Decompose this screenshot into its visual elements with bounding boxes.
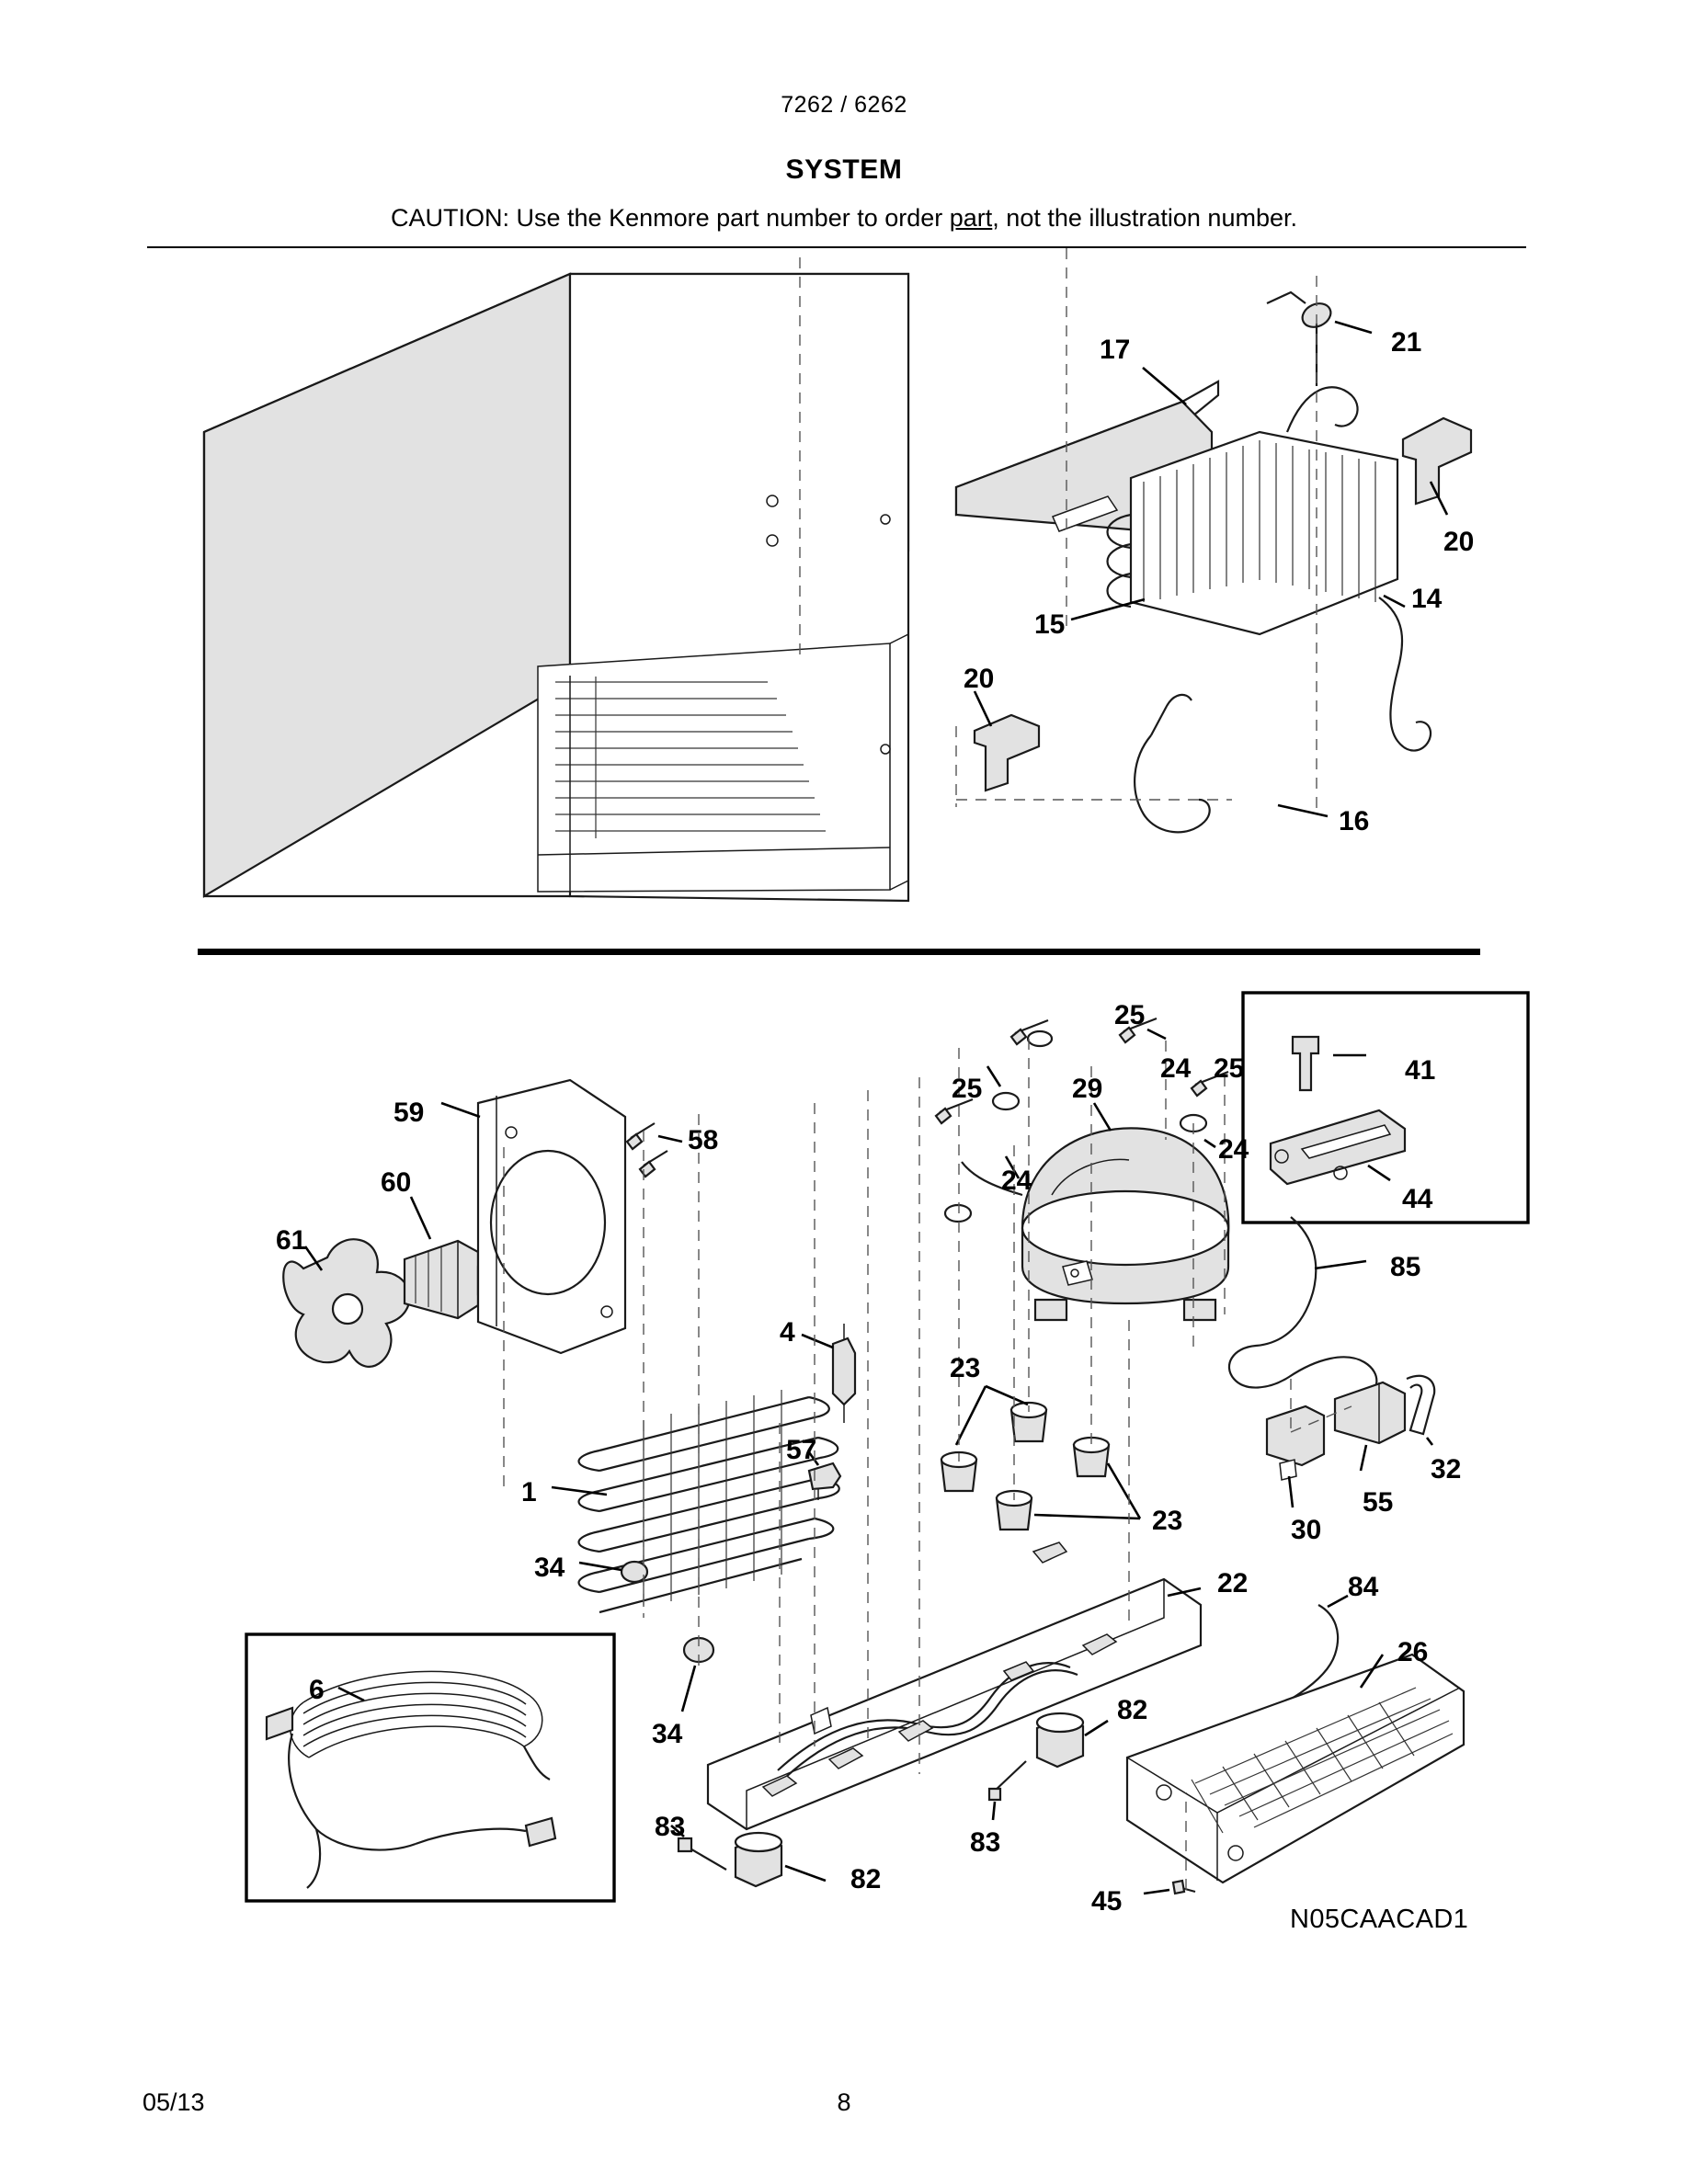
callout-84: 84 xyxy=(1348,1572,1379,1602)
callout-6: 6 xyxy=(309,1675,325,1705)
callout-61: 61 xyxy=(276,1225,307,1256)
callout-30: 30 xyxy=(1291,1515,1322,1545)
part-32-clip xyxy=(1407,1376,1434,1445)
callout-23-a: 23 xyxy=(950,1353,981,1383)
part-23-mounts xyxy=(941,1386,1140,1530)
cabinet-illustration xyxy=(204,274,908,901)
part-85-wire xyxy=(1229,1217,1376,1397)
footer-page-number: 8 xyxy=(837,2088,851,2116)
part-55-overload xyxy=(1335,1382,1405,1471)
callout-59: 59 xyxy=(393,1098,425,1128)
part-20-bracket-left xyxy=(975,691,1039,791)
callout-60: 60 xyxy=(381,1167,412,1198)
callout-83-a: 83 xyxy=(655,1812,686,1842)
part-16-wire xyxy=(1135,695,1328,832)
callout-44: 44 xyxy=(1402,1184,1433,1214)
caution-suffix: , not the illustration number. xyxy=(992,204,1297,232)
callout-20-right: 20 xyxy=(1443,527,1475,557)
callout-32: 32 xyxy=(1431,1454,1462,1484)
part-20-bracket-right xyxy=(1403,418,1471,515)
inset-box-41-44 xyxy=(1243,993,1528,1223)
part-14-wire xyxy=(1379,596,1431,751)
callout-25-b: 25 xyxy=(952,1074,983,1104)
page-title: SYSTEM xyxy=(785,154,903,185)
callout-55: 55 xyxy=(1363,1487,1394,1518)
callout-22: 22 xyxy=(1217,1568,1249,1598)
callout-34-b: 34 xyxy=(652,1719,683,1749)
callout-14: 14 xyxy=(1411,584,1443,614)
inset-box-6-power-cord xyxy=(246,1634,614,1901)
footer-date: 05/13 xyxy=(143,2088,205,2116)
callout-57: 57 xyxy=(786,1435,817,1465)
caution-underlined-word: part xyxy=(949,204,993,232)
callout-83-b: 83 xyxy=(970,1827,1001,1858)
callout-16: 16 xyxy=(1339,806,1370,836)
callout-82-a: 82 xyxy=(1117,1695,1148,1725)
callout-41: 41 xyxy=(1405,1055,1436,1086)
model-number: 7262 / 6262 xyxy=(781,92,907,118)
callout-24-c: 24 xyxy=(1001,1166,1032,1196)
part-58-screws xyxy=(627,1123,682,1177)
part-29-compressor xyxy=(962,1103,1228,1320)
callout-58: 58 xyxy=(688,1125,719,1155)
callout-29: 29 xyxy=(1072,1074,1103,1104)
callout-85: 85 xyxy=(1390,1252,1421,1282)
callout-25-a: 25 xyxy=(1114,1000,1146,1030)
callout-26: 26 xyxy=(1397,1637,1429,1667)
callout-24-b: 24 xyxy=(1218,1134,1249,1165)
callout-23-b: 23 xyxy=(1152,1506,1183,1536)
part-21-clip xyxy=(1267,292,1372,333)
callout-20-left: 20 xyxy=(964,664,995,694)
callout-15: 15 xyxy=(1034,609,1066,640)
callout-1: 1 xyxy=(521,1477,537,1507)
callout-45: 45 xyxy=(1091,1886,1123,1917)
part-26-drain-pan xyxy=(1127,1655,1464,1883)
callout-24-a: 24 xyxy=(1160,1053,1192,1084)
diagram-code: N05CAACAD1 xyxy=(1290,1905,1469,1934)
part-61-fan-blade xyxy=(283,1239,409,1367)
callout-21: 21 xyxy=(1391,327,1422,358)
caution-prefix: CAUTION: Use the Kenmore part number to order xyxy=(391,204,950,232)
callout-4: 4 xyxy=(780,1317,795,1348)
callout-34-a: 34 xyxy=(534,1553,565,1583)
callout-82-b: 82 xyxy=(850,1864,882,1894)
part-1-condenser xyxy=(552,1390,839,1612)
callout-25-c: 25 xyxy=(1214,1053,1245,1084)
callout-17: 17 xyxy=(1100,335,1131,365)
